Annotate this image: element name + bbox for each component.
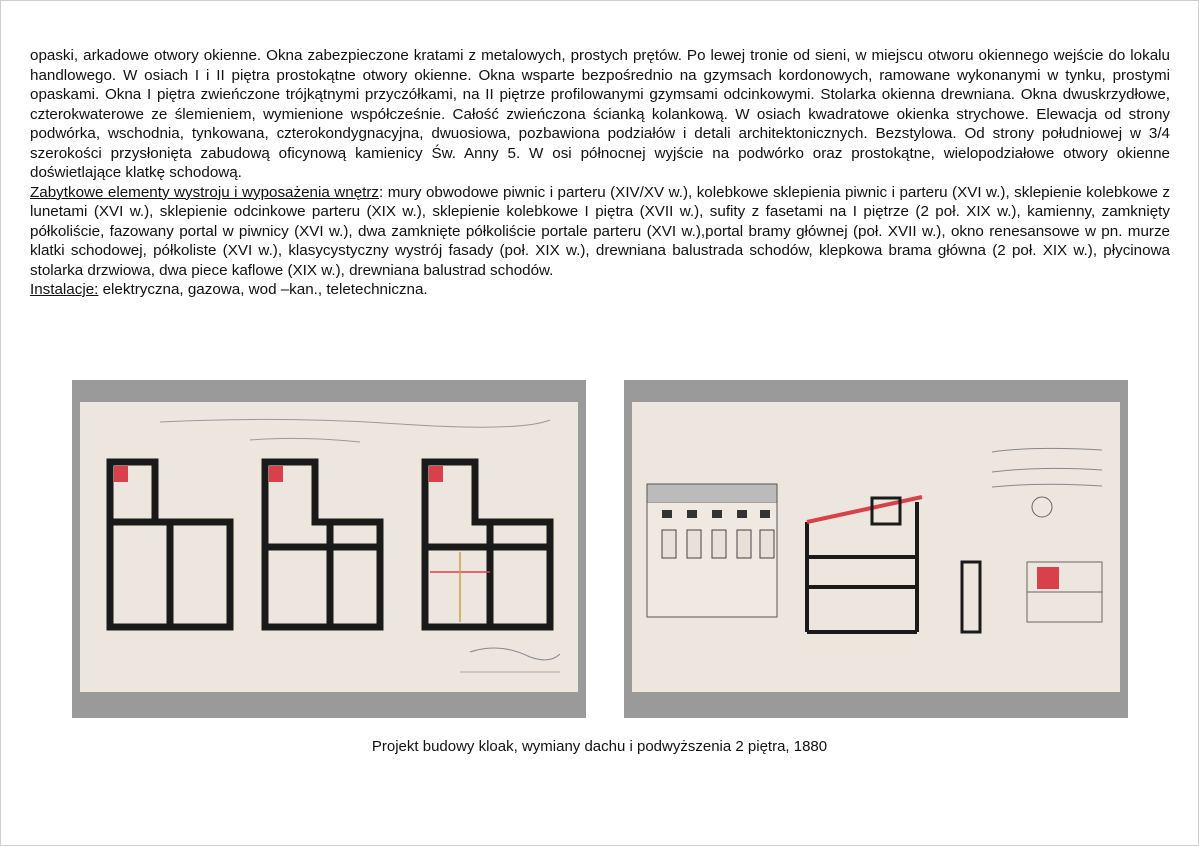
document-text xyxy=(30,46,1170,300)
floor-plans-drawing xyxy=(80,402,578,692)
floor-plans-photo xyxy=(72,380,586,718)
description-paragraph: opaski, arkadowe otwory okienne. Okna zabezpieczone kratami z metalowych, prostych prętów. Po lewej tronie od sieni, w miejscu otworu okiennego wejście do lokalu handlowego. W osiach I i II piętra prostokątne otwory okienne. Okna wsparte bezpośrednio na gzymsach kordonowych, ramowane wykonanymi w tynku, prostymi opaskami. Okna I piętra zwieńczone trójkątnymi przyczółkami, na II piętrze profilowanymi gzymsami odcinkowymi. Stolarka okienna drewniana. Okna dwuskrzydłowe, czterokwaterowe ze ślemieniem, wymienione współcześnie. Całość zwieńczona ścianką kolankową. W osiach kwadratowe okienka strychowe. Elewacja od strony podwórka, wschodnia, tynkowana, czterokondygnacyjna, dwuosiowa, pozbawiona podziałów i detali architektonicznych. Bezstylowa. Od strony południowej w 3/4 szerokości przysłonięta zabudową oficynową kamienicy Św. Anny 5. W osi północnej wyjście na podwórko oraz prostokątne, wielopodziałowe otwory okienne doświetlające klatkę schodową. xyxy=(30,47,1170,181)
facade-section-photo xyxy=(624,380,1128,718)
elements-heading: Zabytkowe elementy wystroju i wyposażenia wnętrz xyxy=(30,183,380,201)
installations-heading: Instalacje: xyxy=(30,281,99,298)
facade-section-drawing xyxy=(632,402,1120,692)
installations-text: elektryczna, gazowa, wod –kan., teletechniczna. xyxy=(98,281,428,298)
elements-text: : mury obwodowe piwnic i parteru (XIV/XV w.), kolebkowe sklepienia piwnic i parteru (XVI w.), sklepienie kolebkowe z lunetami (XVI w.), sklepienie odcinkowe parteru (XIX w.), sklepienie kolebkowe I piętra (XVII w.), sufity z fasetami na I piętrze (2 poł. XIX w.), kamienny, zamknięty półkoliście, fazowany portal w piwnicy (XVI w.), dwa zamknięte półkoliście portale parteru (XVI w.),portal bramy głównej (poł. XVII w.), okno renesansowe w pn. murze klatki schodowej, półkoliste (XVI w.), klasycystyczny wystrój fasady (poł. XIX w.), drewniana balustrada schodów, klepkowa brama główna (2 poł. XIX w.), płycinowa stolarka drzwiowa, dwa piece kaflowe (XIX w.), drewniana balustrad schodów. xyxy=(30,183,1170,279)
elements-paragraph xyxy=(30,183,1170,281)
installations-paragraph xyxy=(30,280,1170,300)
figure-caption: Projekt budowy kloak, wymiany dachu i podwyższenia 2 piętra, 1880 xyxy=(371,738,828,755)
